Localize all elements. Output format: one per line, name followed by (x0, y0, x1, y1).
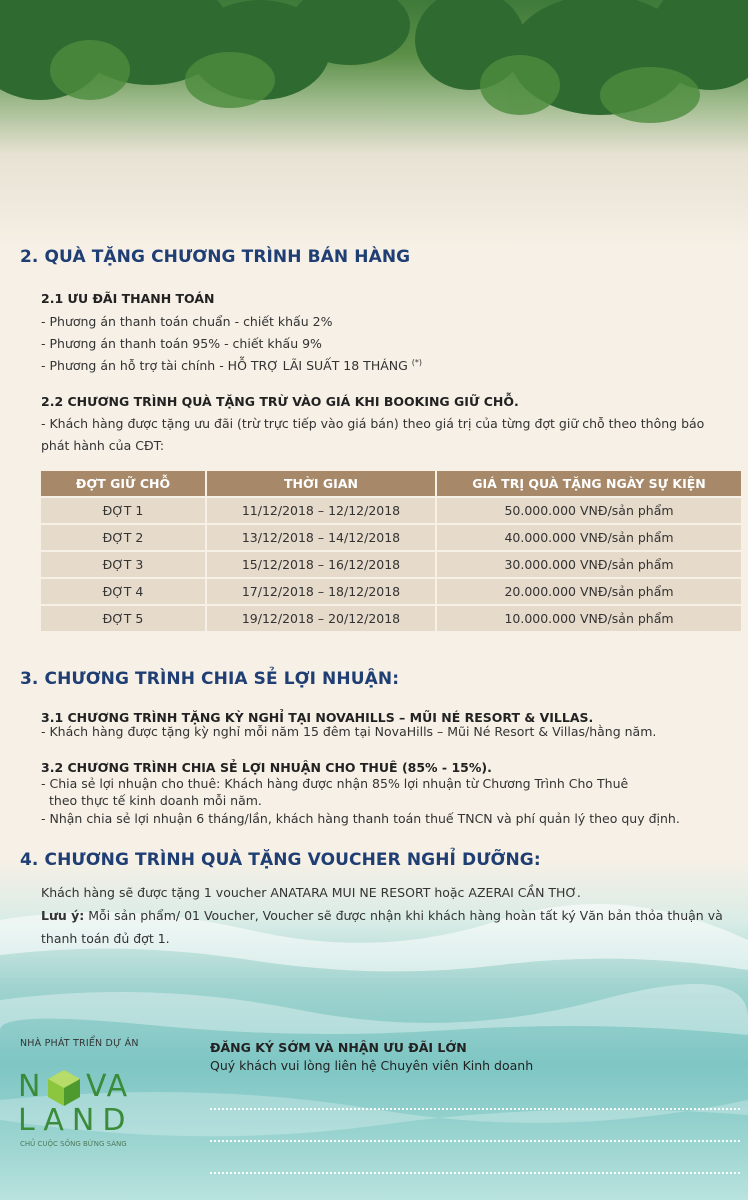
section-3-title: 3. CHƯƠNG TRÌNH CHIA SẺ LỢI NHUẬN: (20, 669, 400, 689)
voucher-note-line (41, 908, 723, 923)
footnote-marker: (*) (411, 358, 423, 367)
table-cell: 10.000.000 VNĐ/sản phẩm (437, 606, 741, 631)
rental-profit-line: - Nhận chia sẻ lợi nhuận 6 tháng/lần, khách hàng thanh toán thuế TNCN và phí quản lý theo quy định. (41, 811, 680, 826)
rental-profit-line: - Chia sẻ lợi nhuận cho thuê: Khách hàng được nhận 85% lợi nhuận từ Chương Trình Cho Thuê (41, 776, 629, 791)
section-2-2-title: 2.2 CHƯƠNG TRÌNH QUÀ TẶNG TRỪ VÀO GIÁ KHI BOOKING GIỮ CHỖ. (41, 394, 519, 409)
developer-label: NHÀ PHÁT TRIỂN DỰ ÁN (20, 1038, 139, 1049)
novaland-logo (18, 1066, 158, 1152)
table-header-cell: THỜI GIAN (207, 471, 437, 496)
booking-description-line: - Khách hàng được tặng ưu đãi (trừ trực tiếp vào giá bán) theo giá trị của từng đợt giữ chỗ theo thông báo (41, 416, 705, 431)
novaland-logo-graphic (18, 1066, 158, 1152)
table-cell: 20.000.000 VNĐ/sản phẩm (437, 579, 741, 604)
table-cell: 13/12/2018 – 14/12/2018 (207, 525, 437, 550)
table-cell: 17/12/2018 – 18/12/2018 (207, 579, 437, 604)
payment-option-line (41, 358, 422, 373)
section-3-2-title: 3.2 CHƯƠNG TRÌNH CHIA SẺ LỢI NHUẬN CHO THUÊ (85% - 15%). (41, 760, 492, 775)
section-2-title: 2. QUÀ TẶNG CHƯƠNG TRÌNH BÁN HÀNG (20, 247, 411, 267)
table-row (41, 552, 741, 577)
table-cell: 15/12/2018 – 16/12/2018 (207, 552, 437, 577)
logo-land: LAND (18, 1103, 134, 1138)
payment-option-line: - Phương án thanh toán chuẩn - chiết khấu 2% (41, 314, 333, 329)
table-row (41, 525, 741, 550)
voucher-note-line: thanh toán đủ đợt 1. (41, 931, 170, 946)
booking-description-line: phát hành của CĐT: (41, 438, 165, 453)
dotted-line (210, 1172, 740, 1174)
dotted-line (210, 1140, 740, 1142)
vacation-description-line: - Khách hàng được tặng kỳ nghỉ mỗi năm 15 đêm tại NovaHills – Mũi Né Resort & Villas/hằng năm. (41, 724, 657, 739)
register-title: ĐĂNG KÝ SỚM VÀ NHẬN ƯU ĐÃI LỚN (210, 1040, 467, 1055)
section-4-title: 4. CHƯƠNG TRÌNH QUÀ TẶNG VOUCHER NGHỈ DƯỠNG: (20, 850, 541, 870)
note-label: Lưu ý: (41, 908, 85, 923)
rental-profit-line: theo thực tế kinh doanh mỗi năm. (49, 793, 262, 808)
table-row (41, 498, 741, 523)
logo-va: VA (86, 1069, 130, 1104)
booking-gift-table (41, 469, 741, 633)
table-cell: 30.000.000 VNĐ/sản phẩm (437, 552, 741, 577)
table-header-cell: ĐỢT GIỮ CHỖ (41, 471, 207, 496)
table-row (41, 606, 741, 631)
logo-n: N (18, 1069, 43, 1104)
register-line: Quý khách vui lòng liên hệ Chuyên viên Kinh doanh (210, 1058, 534, 1073)
section-2-1-title: 2.1 ƯU ĐÃI THANH TOÁN (41, 291, 215, 306)
voucher-description-line: Khách hàng sẽ được tặng 1 voucher ANATARA MUI NE RESORT hoặc AZERAI CẦN THƠ. (41, 885, 581, 900)
table-cell: ĐỢT 2 (41, 525, 207, 550)
table-cell: 11/12/2018 – 12/12/2018 (207, 498, 437, 523)
table-cell: 50.000.000 VNĐ/sản phẩm (437, 498, 741, 523)
note-text: Mỗi sản phẩm/ 01 Voucher, Voucher sẽ được nhận khi khách hàng hoàn tất ký Văn bản thỏa thuận và (88, 908, 723, 923)
payment-option-line: - Phương án thanh toán 95% - chiết khấu 9% (41, 336, 322, 351)
table-cell: ĐỢT 3 (41, 552, 207, 577)
payment-option-text: - Phương án hỗ trợ tài chính - HỖ TRỢ LÃI SUẤT 18 THÁNG (41, 358, 408, 374)
table-cell: 19/12/2018 – 20/12/2018 (207, 606, 437, 631)
logo-cube-icon (48, 1070, 80, 1106)
table-header-row (41, 471, 741, 496)
section-3-1-title: 3.1 CHƯƠNG TRÌNH TẶNG KỲ NGHỈ TẠI NOVAHILLS – MŨI NÉ RESORT & VILLAS. (41, 710, 594, 725)
table-cell: ĐỢT 1 (41, 498, 207, 523)
table-cell: ĐỢT 4 (41, 579, 207, 604)
logo-tagline: CHỦ CUỘC SỐNG BỪNG SÁNG (20, 1140, 127, 1148)
table-cell: ĐỢT 5 (41, 606, 207, 631)
table-header-cell: GIÁ TRỊ QUÀ TẶNG NGÀY SỰ KIỆN (437, 471, 741, 496)
dotted-line (210, 1108, 740, 1110)
table-row (41, 579, 741, 604)
table-cell: 40.000.000 VNĐ/sản phẩm (437, 525, 741, 550)
